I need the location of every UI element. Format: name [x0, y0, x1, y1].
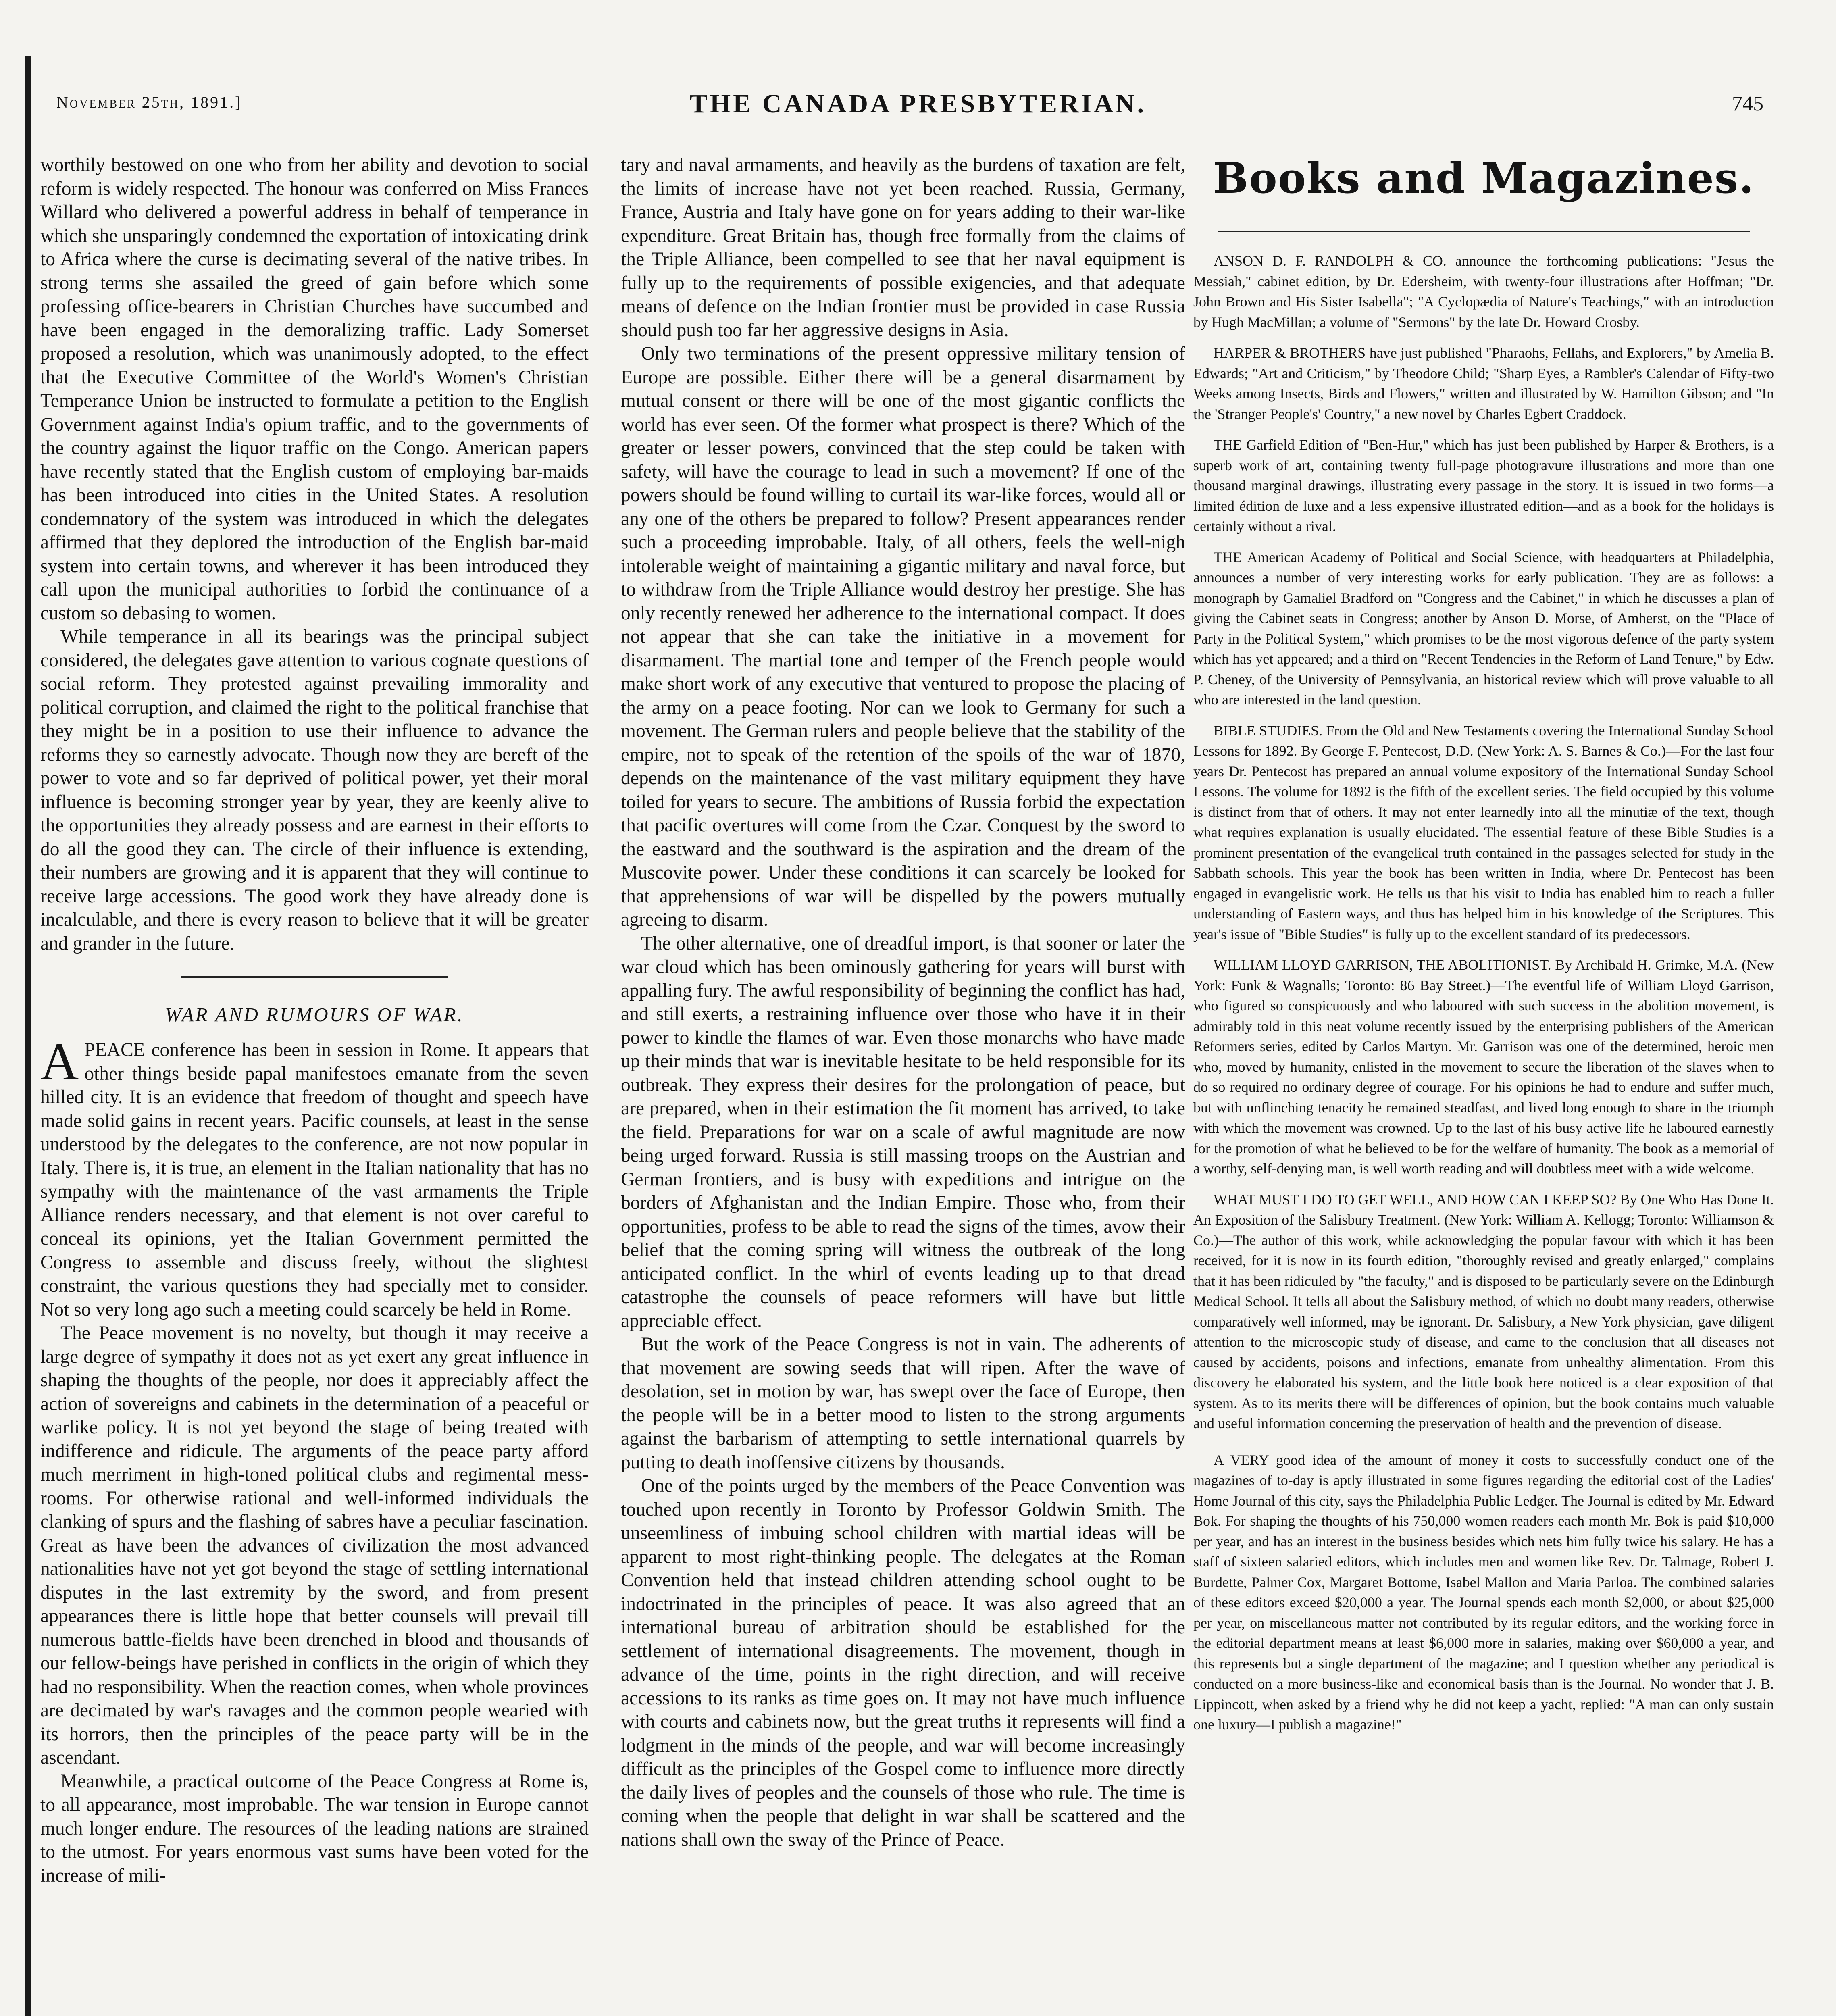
newspaper-title: THE CANADA PRESBYTERIAN.	[689, 89, 1147, 119]
drop-cap: A	[40, 1032, 79, 1091]
war-paragraph-1-text: PEACE conference has been in session in Rome. It appears that other things beside papal manifestoes emanate from the seven hilled city. It is an evidence that freedom of thought and speech have made solid gains in recent years. Pacific counsels, at least in the sense understood by the delegates to the conference, are not now popular in Italy. There is, it is true, an element in the Italian nationality that has no sympathy with the maintenance of the vast armaments the Triple Alliance renders necessary, and that element is not over careful to conceal its opinions, yet the Italian Government permitted the Congress to assemble and discuss freely, without the slightest constraint, the various questions they had specially met to consider. Not so very long ago such a meeting could scarcely be held in Rome.	[40, 1039, 589, 1320]
war-paragraph-1	[40, 1032, 589, 1321]
review-ben-hur: THE Garfield Edition of "Ben-Hur," which has just been published by Harper & Brothers, is a superb work of art, containing twenty full-page photogravure illustrations and more than one thousand marginal drawings, illustrating every passage in the story. It is issued in two forms—a limited édition de luxe and a less expensive illustrated edition—and as a book for the holidays is certainly without a rival.	[1193, 437, 1774, 534]
temperance-paragraph-1: worthily bestowed on one who from her ability and devotion to social reform is widely respected. The honour was conferred on Miss Frances Willard who delivered a powerful address in behalf of temperance in which she unsparingly condemned the exportation of intoxicating drink to Africa where the curse is decimating several of the native tribes. In strong terms she assailed the greed of gain before which some professing office-bearers in Christian Churches have succumbed and have been engaged in the demoralizing traffic. Lady Somerset proposed a resolution, which was unanimously adopted, to the effect that the Executive Committee of the World's Women's Christian Temperance Union be instructed to formulate a petition to the English Government against India's opium traffic, and to the governments of the country against the liquor traffic on the Congo. American papers have recently stated that the English custom of employing bar-maids has been introduced into cities in the United States. A resolution condemnatory of the system was introduced in which the delegates affirmed that they deplored the introduction of the English bar-maid system into certain towns, and wherever it has been introduced they call upon the municipal authorities to forbid the continuance of a custom so debasing to women.	[40, 154, 589, 624]
war-paragraph-5: Only two terminations of the present oppressive military tension of Europe are possible. Either there will be a general disarmament by mutual consent or there will be one of the most gigantic conflicts the world has ever seen. Of the former what prospect is there? Which of the greater or lesser powers, convinced that the step could be taken with safety, will have the courage to lead in such a movement? If one of the powers should be found willing to curtail its war-like forces, would all or any one of the others be prepared to follow? Present appearances render such a proceeding improbable. Italy, of all others, feels the well-nigh intolerable weight of maintaining a gigantic military and naval force, but to withdraw from the Triple Alliance would destroy her prestige. She has only recently renewed her adherence to the international compact. It does not appear that she can take the initiative in a movement for disarmament. The martial tone and temper of the French people would make short work of any executive that ventured to propose the placing of the army on a peace footing. Nor can we look to Germany for such a movement. The German rulers and people believe that the stability of the empire, not to speak of the retention of the spoils of the war of 1870, depends on the maintenance of the vast military equipment they have toiled for years to secure. The ambitions of Russia forbid the expectation that pacific overtures will come from the Czar. Conquest by the sword to the eastward and the southward is the aspiration and the dream of the Muscovite power. Under these conditions it can scarcely be looked for that apprehensions of war will be dispelled by the powers mutually agreeing to disarm.	[621, 343, 1185, 930]
war-paragraph-8: One of the points urged by the members of the Peace Convention was touched upon recently in Toronto by Professor Goldwin Smith. The unseemliness of imbuing school children with martial ideas will be apparent to most right-thinking people. The delegates at the Roman Convention held that instead children attending school ought to be indoctrinated in the principles of peace. It was also agreed that an international bureau of arbitration should be established for the settlement of international disagreements. The movement, though in advance of the time, points in the right direction, and will receive accessions to its ranks as time goes on. It may not have much influence with courts and cabinets now, but the great truths it represents will find a lodgment in the minds of the people, and war will become increasingly difficult as the principles of the Gospel come to influence more directly the daily lives of peoples and the counsels of those who rule. The time is coming when the people that delight in war shall be scattered and the nations shall own the sway of the Prince of Peace.	[621, 1475, 1185, 1850]
binding-edge	[25, 56, 31, 2016]
section-rule	[1218, 231, 1750, 232]
war-paragraph-6: The other alternative, one of dreadful import, is that sooner or later the war cloud which has been ominously gathering for years will burst with appalling fury. The awful responsibility of beginning the conflict has had, and still exerts, a restraining influence over those who have it in their power to kindle the flames of war. Even those monarchs who have made up their minds that war is inevitable hesitate to be held responsible for its outbreak. They express their desires for the prolongation of peace, but are prepared, when in their estimation the fit moment has arrived, to take the field. Preparations for war on a scale of awful magnitude are now being urged forward. Russia is still massing troops on the Austrian and German frontiers, and is busy with expeditions and intrigue on the borders of Afghanistan and the Indian Empire. Those who, from their opportunities, profess to be able to read the signs of the times, avow their belief that the coming spring will witness the outbreak of the long anticipated conflict. In the whirl of events leading up to that dread catastrophe the counsels of peace reformers will have but little appreciable effect.	[621, 933, 1185, 1331]
war-paragraph-3: Meanwhile, a practical outcome of the Peace Congress at Rome is, to all appearance, most improbable. The war tension in Europe cannot much longer endure. The resources of the leading nations are strained to the utmost. For years enormous vast sums have been voted for the increase of mili-	[40, 1770, 589, 1886]
article-separator	[181, 976, 448, 981]
column-3	[1193, 153, 1774, 1745]
review-salisbury: WHAT MUST I DO TO GET WELL, AND HOW CAN I KEEP SO? By One Who Has Done It. An Exposition of the Salisbury Treatment. (New York: William A. Kellogg; Toronto: Williamson & Co.)—The author of this work, while acknowledging the popular favour with which it has been received, for it is now in its fourth edition, "thoroughly revised and greatly enlarged," complains that it has been ridiculed by "the faculty," and is disposed to be particularly severe on the Edinburgh Medical School. It tells all about the Salisbury method, of which no doubt many readers, otherwise comparatively well informed, may be ignorant. Dr. Salisbury, a New York physician, gave diligent attention to the microscopic study of disease, and came to the conclusion that all diseases not caused by accidents, poisons and infections, emanate from unhealthy alimentation. From this discovery he elaborated his system, and the little book here noticed is a clear exposition of that system. As to its merits there will be differences of opinion, but the book contains much valuable and useful information concerning the preservation of health and the prevention of disease.	[1193, 1191, 1774, 1431]
page-number: 745	[1732, 92, 1763, 115]
column-2	[621, 153, 1185, 1851]
war-paragraph-4: tary and naval armaments, and heavily as the burdens of taxation are felt, the limits of increase have not yet been reached. Russia, Germany, France, Austria and Italy have gone on for years adding to their war-like expenditure. Great Britain has, though free formally from the claims of the Triple Alliance, been compelled to see that her naval equipment is fully up to the requirements of possible exigencies, and that adequate means of defence on the Indian frontier must be provided in case Russia should push too far her aggressive designs in Asia.	[621, 154, 1185, 341]
review-bible-studies: BIBLE STUDIES. From the Old and New Testaments covering the International Sunday School Lessons for 1892. By George F. Pentecost, D.D. (New York: A. S. Barnes & Co.)—For the last four years Dr. Pentecost has prepared an annual volume expository of the International Sunday School Lessons. The volume for 1892 is the fifth of the excellent series. The field occupied by this volume is distinct from that of others. It may not enter learnedly into all the minutiæ of the text, though what requires explanation is usually elucidated. The essential feature of these Bible Studies is a prominent presentation of the evangelical truth contained in the passages selected for study in the Sabbath schools. This year the book has been written in India, where Dr. Pentecost has been engaged in evangelistic work. He tells us that his visit to India has enabled him to reach a fuller understanding of Eastern ways, and thus has helped him in his knowledge of the Scriptures. This year's issue of "Bible Studies" is fully up to the excellent standard of its predecessors.	[1193, 722, 1774, 942]
review-harper: HARPER & BROTHERS have just published "Pharaohs, Fellahs, and Explorers," by Amelia B. Edwards; "Art and Criticism," by Theodore Child; "Sharp Eyes, a Rambler's Calendar of Fifty-two Weeks among Insects, Birds and Flowers," written and illustrated by W. Hamilton Gibson; and "In the 'Stranger People's' Country," a new novel by Charles Egbert Craddock.	[1193, 345, 1774, 422]
books-section-title: Books and Magazines.	[1213, 153, 1755, 203]
war-paragraph-2: The Peace movement is no novelty, but though it may receive a large degree of sympathy it does not as yet exert any great influence in shaping the thoughts of the people, nor does it appreciably affect the action of sovereigns and cabinets in the determination of a peaceful or warlike policy. It is not yet beyond the stage of being treated with indifference and ridicule. The arguments of the peace party afford much merriment in high-toned political clubs and regimental mess-rooms. For otherwise rational and well-informed individuals the clanking of spurs and the flashing of sabres have a peculiar fascination. Great as have been the advances of civilization the most advanced nationalities have not yet got beyond the stage of settling international disputes in the last extremity by the sword, and from present appearances there is little hope that better counsels will prevail till numerous battle-fields have been drenched in blood and thousands of our fellow-beings have perished in conflicts in the origin of which they had no responsibility. When the reaction comes, when whole provinces are decimated by war's ravages and the common people wearied with its horrors, then the principles of the peace party will be in the ascendant.	[40, 1322, 589, 1768]
issue-date: November 25th, 1891.]	[56, 93, 242, 111]
war-paragraph-7: But the work of the Peace Congress is not in vain. The adherents of that movement are sowing seeds that will ripen. After the wave of desolation, set in motion by war, has swept over the face of Europe, then the people will be in a better mood to listen to the strong arguments against the barbarism of attempting to settle international quarrels by putting to death inoffensive citizens by thousands.	[621, 1334, 1185, 1473]
temperance-paragraph-2: While temperance in all its bearings was the principal subject considered, the delegates gave attention to various cognate questions of social reform. They protested against prevailing immorality and political corruption, and claimed the right to the political franchise that they might be in a position to use their influence to advance the reforms they so earnestly advocate. Though now they are bereft of the power to vote and so far deprived of political power, yet their moral influence is becoming stronger year by year, they are keenly alive to the opportunities they already possess and are earnest in their efforts to do all the good they can. The circle of their influence is extending, their numbers are growing and it is apparent that they will continue to receive large accessions. The good work they have already done is incalculable, and there is every reason to believe that it will be greater and grander in the future.	[40, 626, 589, 954]
review-american-academy: THE American Academy of Political and Social Science, with headquarters at Philadelphia, announces a number of very interesting works for early publication. They are as follows: a monograph by Gamaliel Bradford on "Congress and the Cabinet," in which he discusses a plan of giving the Cabinet seats in Congress; another by Anson D. Morse, of Amherst, on the "Place of Party in the Political System," which promises to be the most vigorous defence of the party system which has yet appeared; and a third on "Recent Tendencies in the Reform of Land Tenure," by Edw. P. Cheney, of the University of Pennsylvania, an historical review which will prove valuable to all who are interested in the land question.	[1193, 549, 1774, 708]
page-header	[56, 89, 1780, 133]
column-1	[40, 153, 589, 1887]
review-ladies-home-journal: A VERY good idea of the amount of money it costs to successfully conduct one of the magazines of to-day is aptly illustrated in some figures regarding the editorial cost of the Ladies' Home Journal of this city, says the Philadelphia Public Ledger. The Journal is edited by Mr. Edward Bok. For shaping the thoughts of his 750,000 women readers each month Mr. Bok is paid $10,000 per year, and has an interest in the business besides which nets him fully twice his salary. He has a staff of sixteen salaried editors, which includes men and women like Rev. Dr. Talmage, Robert J. Burdette, Palmer Cox, Margaret Bottome, Isabel Mallon and Maria Parloa. The combined salaries of these editors exceed $20,000 a year. The Journal spends each month $2,000, or about $25,000 per year, on miscellaneous matter not contributed by its regular editors, and the working force in the editorial department means at least $6,000 more in salaries, making over $60,000 a year, and this represents but a single department of the magazine; and I question whether any periodical is conducted on a more business-like and economical basis than is the Journal. No wonder that J. B. Lippincott, when asked by a friend why he did not keep a yacht, replied: "A man can only sustain one luxury—I publish a magazine!"	[1193, 1452, 1774, 1733]
war-article-title: WAR AND RUMOURS OF WAR.	[165, 1004, 464, 1026]
review-garrison: WILLIAM LLOYD GARRISON, THE ABOLITIONIST. By Archibald H. Grimke, M.A. (New York: Funk & Wagnalls; Toronto: 86 Bay Street.)—The eventful life of William Lloyd Garrison, who figured so conspicuously and who laboured with such success in the abolition movement, is admirably told in this neat volume recently issued by the enterprising publishers of the American Reformers series, edited by Carlos Martyn. Mr. Garrison was one of the determined, heroic men who, moved by humanity, enlisted in the movement to secure the liberation of the slaves when to do so required no ordinary degree of courage. For his opinions he had to endure and suffer much, but with unflinching tenacity he remained steadfast, and lived long enough to share in the triumph with which the movement was crowned. Up to the last of his busy active life he laboured earnestly for the promotion of what he believed to be for the welfare of humanity. The book as a memorial of a worthy, self-denying man, is well worth reading and will doubtless meet with a wide welcome.	[1193, 957, 1774, 1177]
review-randolph: ANSON D. F. RANDOLPH & CO. announce the forthcoming publications: "Jesus the Messiah," cabinet edition, by Dr. Edersheim, with twenty-four illustrations after Hoffman; "Dr. John Brown and His Sister Isabella"; "A Cyclopædia of Nature's Teachings," with an introduction by Hugh MacMillan; a volume of "Sermons" by the late Dr. Howard Crosby.	[1193, 253, 1774, 330]
